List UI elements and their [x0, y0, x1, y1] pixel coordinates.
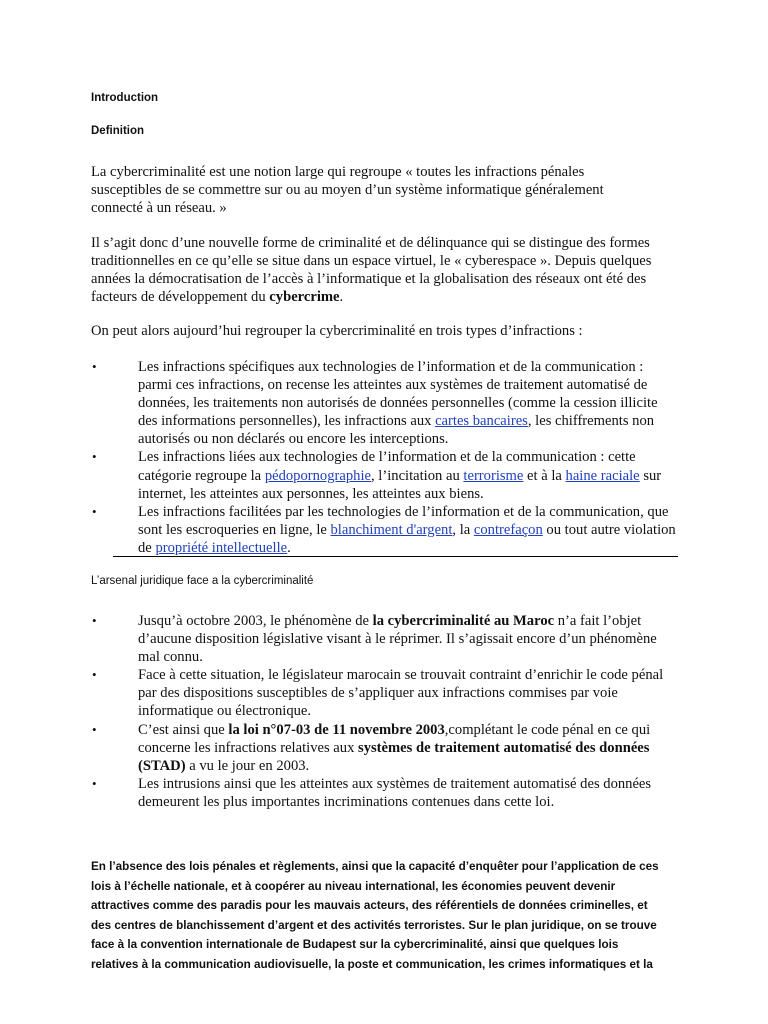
link-terrorisme[interactable]: terrorisme: [463, 467, 524, 484]
list-infraction-types: [92, 358, 680, 557]
text-line: lois à l’échelle nationale, et à coopérer au niveau international, les économies peuvent devenir: [91, 879, 616, 893]
link-cartes-bancaires[interactable]: cartes bancaires: [435, 413, 528, 430]
list-item-text-mid: , la: [452, 521, 474, 538]
link-haine-raciale[interactable]: haine raciale: [565, 467, 640, 484]
list-item-text: Les infractions spécifiques aux technologies de l’information et de la communication : parmi ces infractions, on recense les atteintes aux systèmes de traitement automatisé de données, les traitements non autorisés de données personnelles (comme la cession illicite des informations personnelles), les infractions aux: [138, 359, 658, 430]
list-item-text: Les intrusions ainsi que les atteintes aux systèmes de traitement automatisé des données demeurent les plus importantes incriminations contenues dans cette loi.: [138, 775, 652, 810]
text-line: face à la convention internationale de Budapest sur la cybercriminalité, ainsi que quelques lois: [91, 938, 619, 951]
term-loi-07-03: la loi n°07-03 de 11 novembre 2003: [228, 721, 445, 738]
list-item: [92, 358, 680, 448]
heading-introduction: Introduction: [91, 92, 159, 104]
list-item: [92, 666, 680, 720]
paragraph-cyberspace-end: .: [339, 289, 344, 306]
paragraph-cyberspace-text: Il s’agit donc d’une nouvelle forme de criminalité et de délinquance qui se distingue des formes traditionnelles en ce qu’elle se situe dans un espace virtuel, le « cyberespace ». Depuis quelques années la démocratisation de l’accès à l’informatique et la globalisation des réseaux ont été des facteurs de développement du: [91, 235, 652, 306]
paragraph-cyberspace: [91, 234, 675, 306]
heading-definition: Definition: [91, 125, 145, 137]
list-item-text-end: a vu le jour en 2003.: [185, 757, 310, 774]
text-line: des centres de blanchissement d’argent et des activités terroristes. Sur le plan juridique, on se trouve: [91, 918, 657, 932]
list-item-text-end: sur internet, les atteintes aux personnes, les atteintes aux biens.: [138, 467, 662, 502]
list-item: [92, 612, 680, 666]
paragraph-types-intro: [91, 322, 691, 340]
link-contrefacon[interactable]: contrefaçon: [473, 521, 543, 538]
list-item: [92, 721, 680, 775]
list-item-text: Les infractions liées aux technologies de l’information et de la communication : cette catégorie regroupe la: [138, 449, 636, 484]
list-item-text: Jusqu’à octobre 2003, le phénomène de: [138, 613, 373, 629]
list-item-text-end: n’a fait l’objet d’aucune disposition législative visant à le réprimer. Il s’agissait encore d’un phénomène mal connu.: [138, 613, 657, 666]
list-item-text-mid: , l’incitation au: [371, 467, 464, 484]
term-cybercriminalite-maroc: la cybercriminalité au Maroc: [372, 613, 555, 629]
list-item-text-mid: ou tout autre violation de: [138, 521, 676, 556]
link-pedopornographie[interactable]: pédopornographie: [264, 467, 371, 484]
list-item-text-mid: ,complétant le code pénal en ce qui concerne les infractions relatives aux: [138, 721, 651, 756]
paragraph-definition: [91, 163, 653, 217]
term-stad: systèmes de traitement automatisé des données (STAD): [138, 739, 650, 774]
list-item-text-end: , les chiffrements non autorisés ou non déclarés ou encore les interceptions.: [138, 413, 655, 448]
heading-arsenal-juridique: L’arsenal juridique face a la cybercriminalité: [91, 575, 314, 587]
list-item-text-mid: et à la: [523, 467, 566, 484]
horizontal-divider: [113, 556, 678, 557]
paragraph-types-intro-text: On peut alors aujourd’hui regrouper la cybercriminalité en trois types d’infractions :: [91, 323, 583, 339]
paragraph-bottom: [91, 857, 691, 974]
text-line: En l’absence des lois pénales et règlements, ainsi que la capacité d’enquêter pour l’application de ces: [91, 860, 659, 873]
text-line: attractives comme des paradis pour les mauvais acteurs, des référentiels de données criminelles, et: [91, 899, 648, 912]
paragraph-definition-text: La cybercriminalité est une notion large qui regroupe « toutes les infractions pénales susceptibles de se commettre sur ou au moyen d’un système informatique généralement connecté à un réseau. »: [91, 164, 604, 217]
text-line: relatives à la communication audiovisuelle, la poste et communication, les crimes informatiques et la: [91, 957, 653, 971]
link-propriete-intellectuelle[interactable]: propriété intellectuelle: [155, 539, 288, 556]
link-blanchiment-argent[interactable]: blanchiment d'argent: [330, 521, 453, 538]
list-item: [92, 448, 680, 502]
list-arsenal: [92, 612, 680, 811]
term-cybercrime: cybercrime: [269, 289, 340, 306]
list-item-text: C’est ainsi que: [138, 721, 229, 738]
list-item: [92, 775, 680, 811]
list-item-text: Face à cette situation, le législateur marocain se trouvait contraint d’enrichir le code pénal par des dispositions susceptibles de s’appliquer aux infractions commises par voie informatique ou électronique.: [138, 667, 664, 720]
list-item-text-end: .: [287, 539, 291, 556]
list-item-text: Les infractions facilitées par les technologies de l’information et de la communication, que sont les escroqueries en ligne, le: [138, 503, 669, 538]
list-item: [92, 503, 680, 557]
